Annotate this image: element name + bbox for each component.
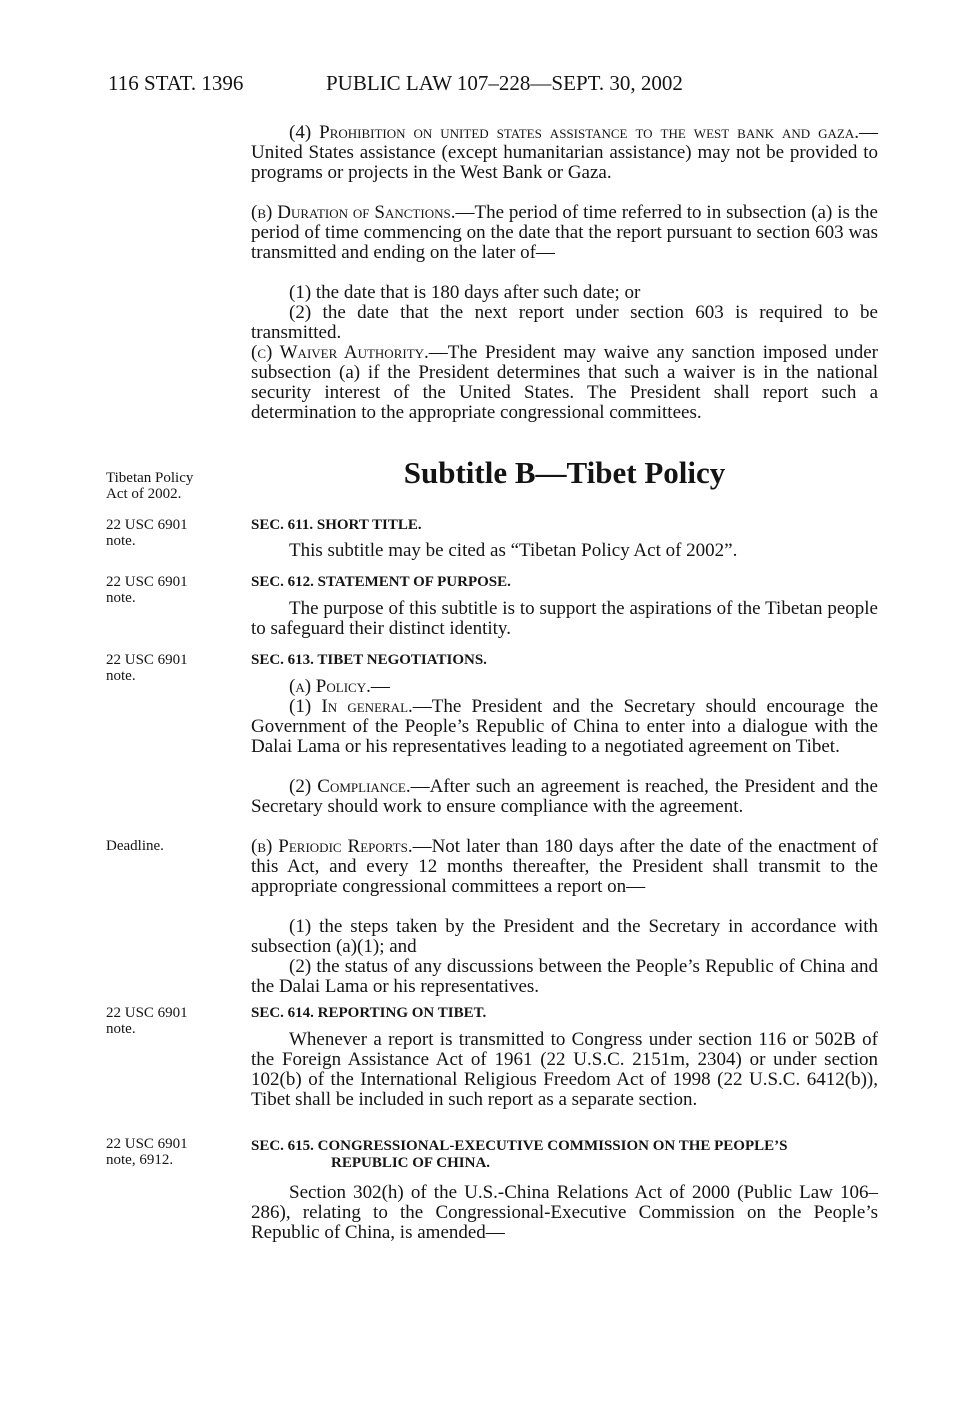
subsection-c (251, 343, 878, 423)
section-615-heading-line-2: REPUBLIC OF CHINA. (331, 1155, 491, 1171)
section-613-a-heading (251, 677, 878, 697)
margin-note-line: Tibetan Policy (106, 470, 194, 486)
section-613-b (251, 837, 878, 897)
margin-note-usc-612 (106, 574, 236, 606)
margin-note-usc-615 (106, 1136, 236, 1168)
margin-note-tibetan-policy (106, 470, 236, 502)
paragraph-4-text: —United States assistance (except humanitarian assistance) may not be provided to programs or projects in the West Bank or Gaza. (251, 122, 878, 183)
section-613-heading: SEC. 613. TIBET NEGOTIATIONS. (251, 652, 487, 668)
margin-note-deadline (106, 838, 236, 854)
margin-note-line: 22 USC 6901 (106, 652, 188, 668)
margin-note-line: Act of 2002. (106, 486, 182, 502)
section-613-a2 (251, 777, 878, 817)
section-613-a1-text: —The President and the Secretary should encourage the Government of the People’s Republic of China to enter into a dialogue with the Dalai Lama or his representatives leading to a negotiated agreement on Tibet. (251, 696, 879, 757)
subsection-b-heading: (b) Duration of Sanctions. (251, 202, 456, 223)
section-613-b-heading: (b) Periodic Reports. (251, 836, 413, 857)
margin-note-line: note. (106, 668, 136, 684)
section-613-a-label: (a) Policy.— (289, 676, 390, 697)
public-law-header: PUBLIC LAW 107–228—SEPT. 30, 2002 (326, 71, 683, 95)
margin-note-usc-614 (106, 1005, 236, 1037)
margin-note-line: note. (106, 533, 136, 549)
margin-note-line: note, 6912. (106, 1152, 174, 1168)
margin-note-line: 22 USC 6901 (106, 574, 188, 590)
section-613-b2: (2) the status of any discussions between the People’s Republic of China and the Dalai Lama or his representatives. (251, 956, 878, 997)
section-613-b1: (1) the steps taken by the President and the Secretary in accordance with subsection (a)(1); and (251, 916, 878, 957)
margin-note-line: 22 USC 6901 (106, 1136, 188, 1152)
section-611-heading: SEC. 611. SHORT TITLE. (251, 517, 422, 533)
margin-note-line: Deadline. (106, 838, 164, 854)
section-614-text: Whenever a report is transmitted to Congress under section 116 or 502B of the Foreign Assistance Act of 1961 (22 U.S.C. 2151m, 2304) or under section 102(b) of the International Religious Freedom Act of 1998 (22 U.S.C. 6412(b)), Tibet shall be included in such report as a separate section. (251, 1029, 878, 1110)
section-613-a2-heading: (2) Compliance. (289, 776, 411, 797)
section-613-a2-text: —After such an agreement is reached, the President and the Secretary should work to ensure compliance with the agreement. (251, 776, 878, 817)
margin-note-line: note. (106, 1021, 136, 1037)
section-613-a1 (251, 697, 878, 757)
margin-note-usc-611 (106, 517, 236, 549)
subsection-b-item-1: (1) the date that is 180 days after such date; or (289, 282, 641, 303)
subsection-c-text: —The President may waive any sanction imposed under subsection (a) if the President determines that such a waiver is in the national security interest of the United States. The President shall report such a determination to the appropriate congressional committees. (251, 342, 878, 423)
section-611-text: This subtitle may be cited as “Tibetan Policy Act of 2002”. (289, 540, 738, 561)
subsection-c-heading: (c) Waiver Authority. (251, 342, 429, 363)
paragraph-4 (251, 123, 878, 183)
section-615-heading (251, 1138, 878, 1172)
subtitle-heading: Subtitle B—Tibet Policy (403, 455, 726, 490)
section-615-heading-line-1: SEC. 615. CONGRESSIONAL-EXECUTIVE COMMISSION ON THE PEOPLE’S (251, 1138, 788, 1154)
statute-page-number: 116 STAT. 1396 (108, 71, 244, 95)
section-615-text: Section 302(h) of the U.S.-China Relations Act of 2000 (Public Law 106–286), relating to the Congressional-Executive Commission on the People’s Republic of China, is amended— (251, 1182, 878, 1243)
margin-note-line: note. (106, 590, 136, 606)
section-612-text: The purpose of this subtitle is to support the aspirations of the Tibetan people to safeguard their distinct identity. (251, 598, 878, 639)
subsection-b-text: —The period of time referred to in subsection (a) is the period of time commencing on the date that the report pursuant to section 603 was transmitted and ending on the later of— (251, 202, 878, 263)
section-614-heading: SEC. 614. REPORTING ON TIBET. (251, 1005, 487, 1021)
margin-note-usc-613 (106, 652, 236, 684)
subsection-b (251, 203, 878, 263)
margin-note-line: 22 USC 6901 (106, 1005, 188, 1021)
section-613-b-text: —Not later than 180 days after the date of the enactment of this Act, and every 12 months thereafter, the President shall transmit to the appropriate congressional committees a report on— (251, 836, 878, 897)
section-612-heading: SEC. 612. STATEMENT OF PURPOSE. (251, 574, 511, 590)
margin-note-line: 22 USC 6901 (106, 517, 188, 533)
section-613-a1-heading: (1) In general. (289, 696, 413, 717)
subsection-b-item-2: (2) the date that the next report under section 603 is required to be transmitted. (251, 302, 878, 343)
paragraph-4-heading: (4) Prohibition on united states assistance to the west bank and gaza. (289, 122, 859, 143)
